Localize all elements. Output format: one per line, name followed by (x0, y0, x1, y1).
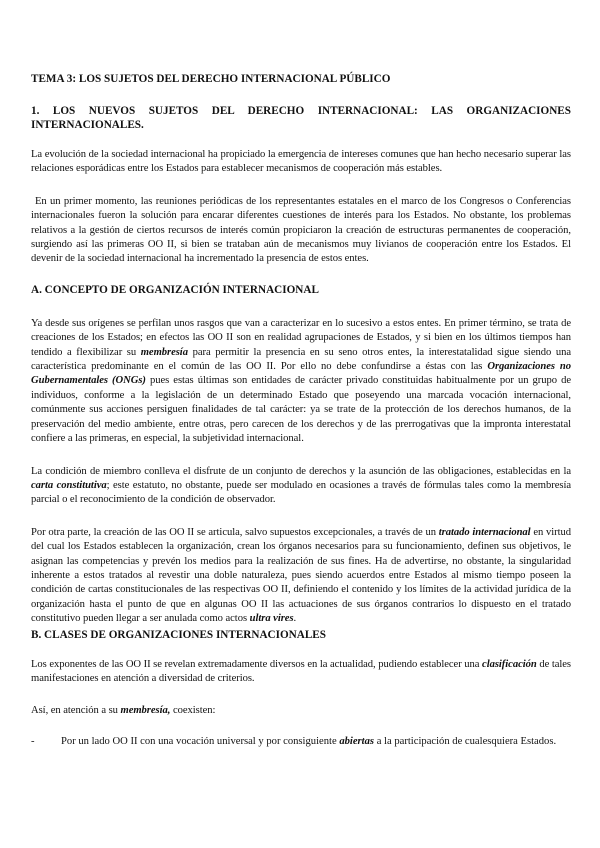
paragraph-evolution: La evolución de la sociedad internacional ha propiciado la emergencia de intereses comunes que han hecho necesario superar las relaciones esporádicas entre los Estados para establecer mecanismos de cooperación más estables. (31, 149, 571, 175)
emphasis-ultra-vires: ultra vires (249, 613, 294, 625)
emphasis-membresia-2: membresía, (120, 705, 171, 717)
text-run: La condición de miembro conlleva el disfrute de un conjunto de derechos y la asunción de las obligaciones, establecidas en la (31, 465, 571, 477)
paragraph-first-moment: En un primer momento, las reuniones periódicas de los representantes estatales en el marco de los Congresos o Conferencias internacionales fueron la solución para encarar diferentes cuestiones de interés para los Estados. No obstante, los problemas relativos a la gestión de ciertos recursos de interés común propiciaron la creación de estructuras permanentes de cooperación, surgiendo así las primeras OO II, si bien se trataban aún de mecanismos muy livianos de cooperación entre los Estados. El devenir de la sociedad internacional ha incrementado la presencia de estos entes. (31, 195, 571, 265)
paragraph-member-condition (31, 465, 571, 508)
text-run: de tales manifestaciones en atención a diversidad de criterios. (31, 658, 571, 684)
paragraph-creation (31, 526, 571, 627)
text-run: Así, en atención a su (31, 705, 121, 717)
text-run: Ya desde sus orígenes se perfilan unos rasgos que van a caracterizar en lo sucesivo a estos entes. En primer término, se trata de creaciones de los Estados; en efectos las OO II son en realidad agrupaciones de Estados, y si bien en los últimos tiempos han tendido a flexibilizar su (31, 317, 571, 358)
list-item-text (61, 735, 571, 749)
section-b-heading: B. CLASES DE ORGANIZACIONES INTERNACIONALES (31, 628, 326, 641)
paragraph-membresia-coexist (31, 704, 571, 718)
emphasis-clasificacion: clasificación (482, 658, 537, 670)
text-run: . (293, 613, 297, 625)
list-item-universal (31, 735, 571, 749)
document-page (31, 72, 571, 749)
paragraph-origins (31, 317, 571, 447)
text-run: pues estas últimas son entidades de carácter privado constituidas habitualmente por un grupo de individuos, conforme a la legislación de un determinado Estado que poseyendo una marcada vocación internacional, comúnmente sus acciones persiguen finalidades de tal carácter: ya se trate de la protección de los derechos humanos, de la preservación del medio ambiente, entre otras, pero carecen de los derechos y de las prerrogativas que la impronta interestatal confiere a las primeras, en especial, la subjetividad internacional. (31, 375, 571, 445)
text-run: Por otra parte, la creación de las OO II se articula, salvo supuestos excepcionales, a través de un (31, 526, 439, 538)
emphasis-abiertas: abiertas (339, 735, 375, 747)
text-run: Los exponentes de las OO II se revelan extremadamente diversos en la actualidad, pudiendo establecer una (31, 658, 483, 670)
section-1-heading: 1. LOS NUEVOS SUJETOS DEL DERECHO INTERNACIONAL: LAS ORGANIZACIONES INTERNACIONALES. (31, 105, 571, 131)
list-bullet: - (31, 735, 35, 747)
text-run: para permitir la presencia en su seno otros entes, la interestatalidad sigue siendo una característica predominante en el común de las OO II. Por ello no debe confundirse a éstas con las (31, 346, 571, 373)
text-run: en virtud del cual los Estados establecen la organización, crean los órganos necesarios para su funcionamiento, definen sus objetivos, le asignan las competencias y prevén los medios para la realización de sus fines. Ha de advertirse, no obstante, la singularidad inherente a estos tratados al revestir una doble naturaleza, pues siendo acuerdos entre Estados al mismo tiempo poseen la condición de cartas constitucionales de las respectivas OO II, definiendo el contenido y los límites de la actividad jurídica de la organización hasta el punto de que en algunas OO II las actuaciones de sus órganos contrarios lo dispuesto en el tratado constitutivo pueden llegar a ser anulada como actos (31, 526, 571, 625)
text-run: a la participación de cualesquiera Estados. (374, 735, 557, 747)
text-run: ; este estatuto, no obstante, puede ser modulado en ocasiones a través de fórmulas tales como la membresía parcial o el reconocimiento de la condición de observador. (31, 479, 571, 506)
section-a-heading: A. CONCEPTO DE ORGANIZACIÓN INTERNACIONAL (31, 283, 319, 296)
text-run: Por un lado OO II con una vocación universal y por consiguiente (61, 735, 340, 747)
page-title: TEMA 3: LOS SUJETOS DEL DERECHO INTERNACIONAL PÚBLICO (31, 73, 391, 85)
emphasis-tratado-internacional: tratado internacional (438, 526, 531, 538)
emphasis-membresia: membresía (140, 346, 188, 358)
paragraph-exponents (31, 658, 571, 687)
emphasis-ongs: Organizaciones no Gubernamentales (ONGs) (31, 361, 571, 387)
text-run: coexisten: (170, 705, 216, 717)
emphasis-carta-constitutiva: carta constitutiva (31, 479, 107, 491)
